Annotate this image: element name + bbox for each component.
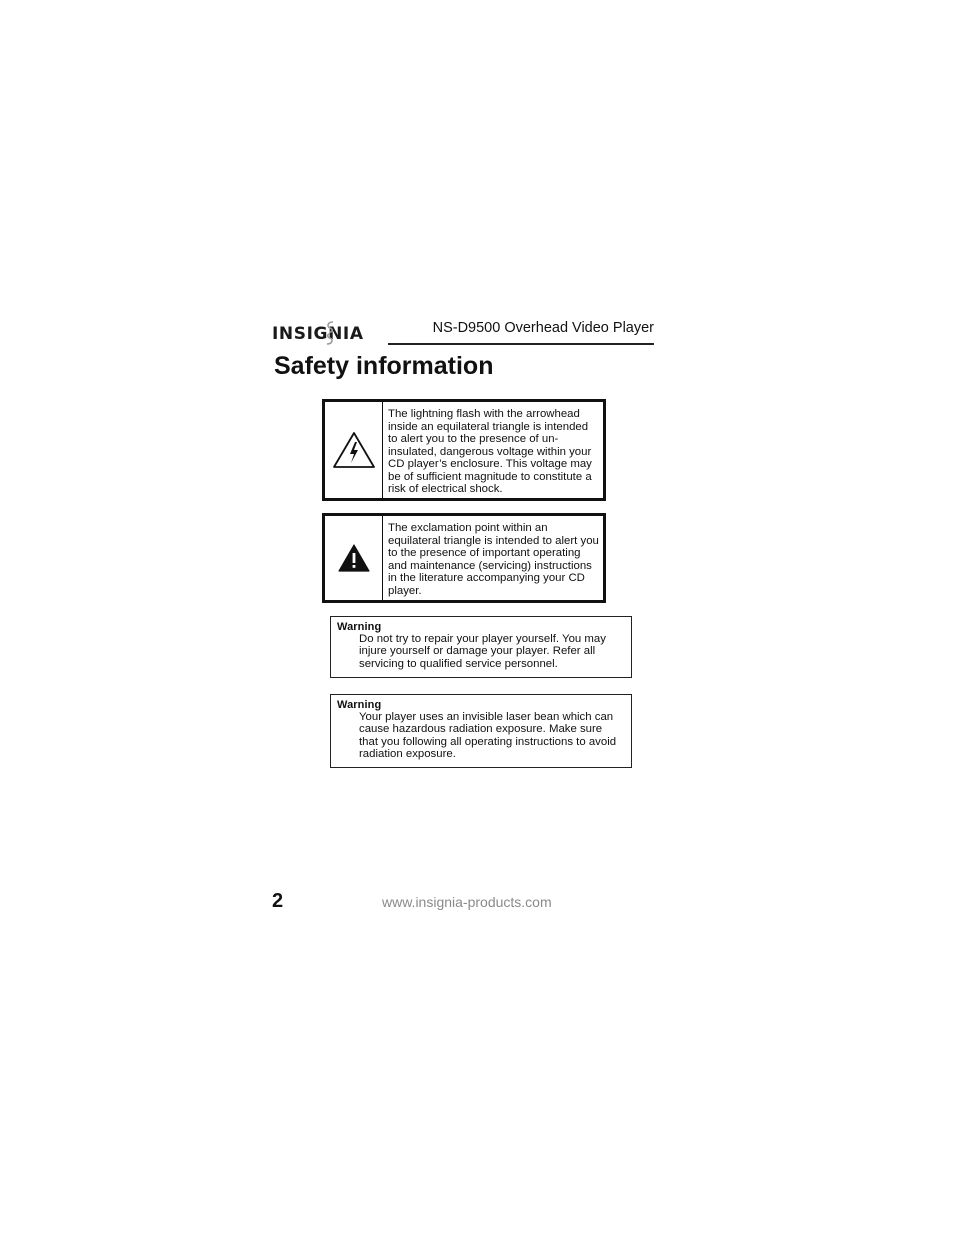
lightning-triangle-icon — [332, 431, 376, 469]
header-divider — [388, 343, 654, 345]
symbol-cell — [325, 516, 383, 600]
warning-box-laser — [330, 694, 632, 768]
exclamation-symbol-box — [322, 513, 606, 603]
warning-label: Warning — [337, 621, 382, 633]
warning-text: Your player uses an invisible laser bean which can cause hazardous radiation exposure. Make sure that you following all operating instructions to avoid radiation exposure. — [359, 711, 617, 761]
symbol-description: The lightning flash with the arrowhead inside an equilateral triangle is intended to alert you to the presence of un-insulated, dangerous voltage within your CD player’s enclosure. This voltage may be of sufficient magnitude to constitute a risk of electrical shock. — [388, 408, 592, 495]
footer-url: www.insignia-products.com — [382, 894, 552, 910]
warning-text: Do not try to repair your player yourself. You may injure yourself or damage your player. Refer all servicing to qualified service personnel. — [359, 633, 606, 670]
page-title: Safety information — [274, 352, 494, 380]
symbol-description: The exclamation point within an equilateral triangle is intended to alert you to the presence of important operating and maintenance (servicing) instructions in the literature accompanying your CD player. — [388, 522, 599, 597]
logo-wordmark: INSIGNIA — [272, 324, 364, 344]
insignia-logo — [272, 321, 388, 349]
exclamation-triangle-icon — [338, 544, 370, 572]
logo-swirl-icon — [324, 320, 336, 347]
page-number: 2 — [272, 890, 284, 912]
lightning-symbol-box — [322, 399, 606, 501]
warning-label: Warning — [337, 699, 382, 711]
symbol-cell — [325, 402, 383, 498]
page-header — [272, 316, 654, 346]
product-title: NS-D9500 Overhead Video Player — [432, 320, 654, 336]
warning-box-repair — [330, 616, 632, 678]
